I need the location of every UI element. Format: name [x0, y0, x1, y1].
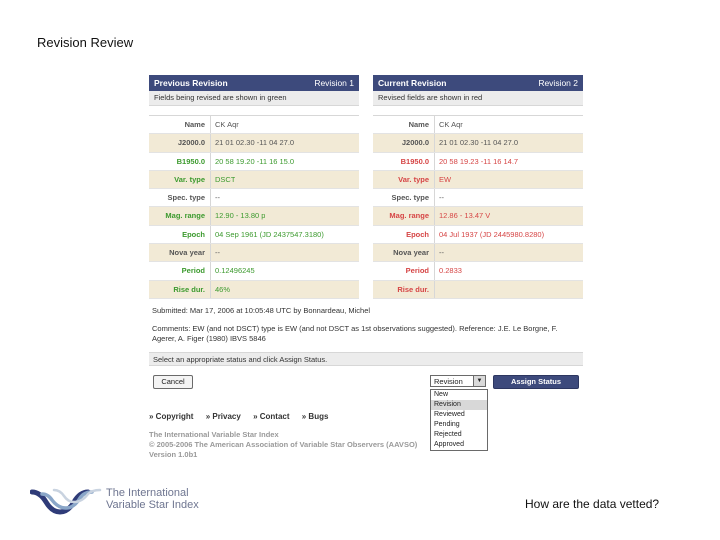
- prev-row-mag-range: Mag. range 12.90 - 13.80 p: [149, 207, 359, 225]
- status-option-reviewed[interactable]: Reviewed: [434, 411, 465, 418]
- comments-text: Comments: EW (and not DSCT) type is EW (and not DSCT as 1st observations suggested). Reference: J.E. Le Borgne, F. Agerer, A. Figer (1980) IBVS 5846: [152, 324, 558, 343]
- curr-row-mag-range: Mag. range 12.86 - 13.47 V: [373, 207, 583, 225]
- previous-revision-note: Fields being revised are shown in green: [149, 91, 359, 106]
- footer-line-3: Version 1.0b1: [149, 450, 198, 459]
- current-revision-header: [373, 75, 583, 91]
- prev-row-b1950: B1950.0 20 58 19.20 -11 16 15.0: [149, 153, 359, 171]
- footer-text: [149, 430, 417, 460]
- current-revision-title: Current Revision: [378, 78, 447, 88]
- prev-row-name: Name CK Aqr: [149, 116, 359, 134]
- assign-status-button[interactable]: Assign Status: [493, 375, 579, 389]
- submitted-info: Submitted: Mar 17, 2006 at 10:05:48 UTC by Bonnardeau, Michel: [152, 306, 371, 315]
- revision-review-screenshot: [147, 70, 592, 465]
- status-select[interactable]: [430, 375, 486, 387]
- curr-row-name: Name CK Aqr: [373, 116, 583, 134]
- curr-row-period: Period 0.2833: [373, 262, 583, 280]
- curr-row-var-type: Var. type EW: [373, 171, 583, 189]
- status-option-approved[interactable]: Approved: [434, 441, 464, 448]
- curr-row-nova-year: Nova year --: [373, 244, 583, 262]
- status-option-new[interactable]: New: [434, 391, 449, 398]
- vsx-logo-text: The International Variable Star Index: [106, 487, 199, 511]
- slide-question: How are the data vetted?: [525, 497, 660, 511]
- vsx-logo: [30, 486, 220, 520]
- current-revision-panel: [373, 75, 583, 299]
- chevron-down-icon[interactable]: ▼: [473, 376, 485, 386]
- prev-row-epoch: Epoch 04 Sep 1961 (JD 2437547.3180): [149, 226, 359, 244]
- prev-row-rise-dur: Rise dur. 46%: [149, 281, 359, 299]
- status-select-value: Revision: [434, 377, 463, 386]
- curr-row-rise-dur: Rise dur.: [373, 281, 583, 299]
- current-revision-note: Revised fields are shown in red: [373, 91, 583, 106]
- prev-row-period: Period 0.12496245: [149, 262, 359, 280]
- curr-row-b1950: B1950.0 20 58 19.23 -11 16 14.7: [373, 153, 583, 171]
- prev-row-j2000: J2000.0 21 01 02.30 -11 04 27.0: [149, 134, 359, 152]
- current-revision-number: Revision 2: [538, 78, 578, 88]
- prev-row-var-type: Var. type DSCT: [149, 171, 359, 189]
- previous-revision-header: [149, 75, 359, 91]
- curr-row-spec-type: Spec. type --: [373, 189, 583, 207]
- prev-row-spec-type: Spec. type --: [149, 189, 359, 207]
- footer-link-contact[interactable]: » Contact: [253, 412, 290, 421]
- cancel-button[interactable]: Cancel: [153, 375, 193, 389]
- previous-revision-panel: [149, 75, 359, 299]
- curr-row-j2000: J2000.0 21 01 02.30 -11 04 27.0: [373, 134, 583, 152]
- curr-row-epoch: Epoch 04 Jul 1937 (JD 2445980.8280): [373, 226, 583, 244]
- status-instruction: Select an appropriate status and click Assign Status.: [149, 352, 583, 366]
- footer-link-privacy[interactable]: » Privacy: [205, 412, 241, 421]
- prev-row-nova-year: Nova year --: [149, 244, 359, 262]
- slide-title: Revision Review: [37, 35, 134, 50]
- vsx-logo-icon: [30, 486, 102, 516]
- previous-revision-title: Previous Revision: [154, 78, 228, 88]
- status-option-pending[interactable]: Pending: [434, 421, 460, 428]
- footer-line-2: © 2005-2006 The American Association of Variable Star Observers (AAVSO): [149, 440, 418, 449]
- status-dropdown-list: [430, 389, 488, 451]
- footer-links: [149, 412, 338, 421]
- footer-link-copyright[interactable]: » Copyright: [149, 412, 194, 421]
- previous-revision-number: Revision 1: [314, 78, 354, 88]
- footer-line-1: The International Variable Star Index: [149, 430, 279, 439]
- footer-link-bugs[interactable]: » Bugs: [301, 412, 329, 421]
- status-option-revision[interactable]: Revision: [431, 400, 487, 410]
- status-option-rejected[interactable]: Rejected: [434, 431, 462, 438]
